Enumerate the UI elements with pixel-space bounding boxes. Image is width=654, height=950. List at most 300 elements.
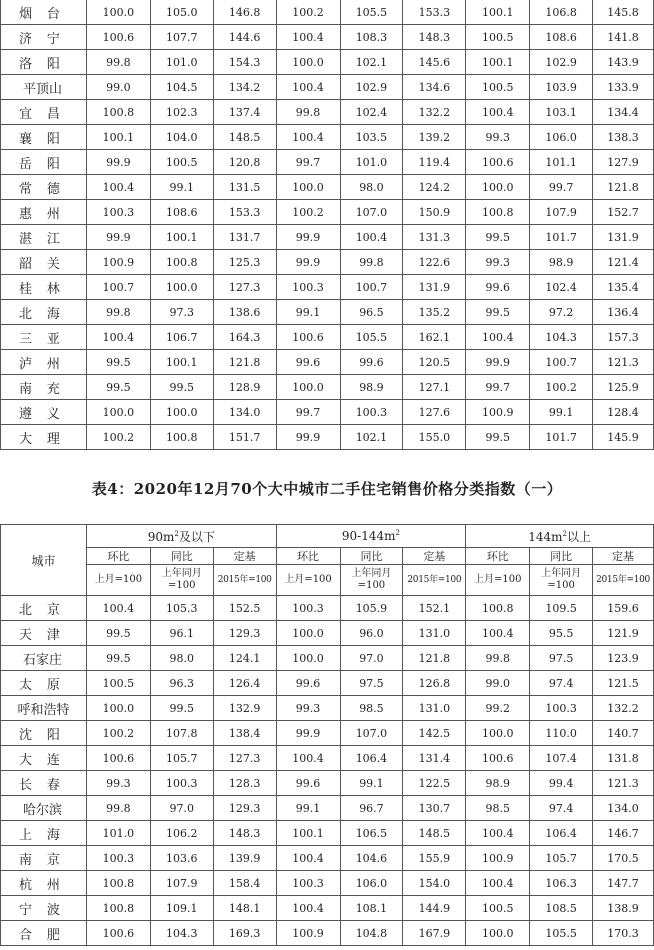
index-value-cell: 128.3 — [213, 771, 276, 796]
index-value-cell: 99.7 — [466, 375, 530, 400]
city-name-cell: 南 京 — [1, 846, 87, 871]
index-value-cell: 101.7 — [530, 225, 593, 250]
index-value-cell: 159.6 — [593, 596, 654, 621]
index-value-cell: 100.4 — [86, 325, 150, 350]
header-city: 城市 — [1, 525, 87, 596]
index-value-cell: 105.7 — [150, 746, 213, 771]
index-value-cell: 100.0 — [150, 275, 213, 300]
index-value-cell: 101.0 — [150, 50, 213, 75]
city-name-cell: 桂 林 — [1, 275, 87, 300]
index-value-cell: 121.5 — [593, 671, 654, 696]
index-value-cell: 102.4 — [340, 100, 403, 125]
index-value-cell: 100.1 — [466, 50, 530, 75]
index-value-cell: 96.1 — [150, 621, 213, 646]
index-value-cell: 100.4 — [466, 100, 530, 125]
index-value-cell: 106.4 — [530, 821, 593, 846]
city-name-cell: 北 京 — [1, 596, 87, 621]
table-row — [1, 821, 654, 846]
index-value-cell: 99.8 — [276, 100, 340, 125]
city-name-cell: 南 充 — [1, 375, 87, 400]
index-value-cell: 155.0 — [403, 425, 466, 450]
table-row — [1, 50, 654, 75]
index-value-cell: 98.9 — [466, 771, 530, 796]
index-value-cell: 100.7 — [86, 275, 150, 300]
header-sub-label: 定基 — [593, 548, 654, 565]
bottom-table-body — [1, 596, 654, 946]
index-value-cell: 132.2 — [403, 100, 466, 125]
index-value-cell: 100.2 — [276, 200, 340, 225]
index-value-cell: 102.4 — [530, 275, 593, 300]
index-value-cell: 120.8 — [213, 150, 276, 175]
index-value-cell: 100.6 — [86, 746, 150, 771]
index-value-cell: 102.9 — [530, 50, 593, 75]
header-base-label: 上月=100 — [86, 565, 150, 596]
index-value-cell: 107.8 — [150, 721, 213, 746]
index-value-cell: 100.0 — [276, 375, 340, 400]
index-value-cell: 100.5 — [466, 896, 530, 921]
table-row — [1, 300, 654, 325]
index-value-cell: 144.6 — [213, 25, 276, 50]
index-value-cell: 99.6 — [276, 350, 340, 375]
index-value-cell: 100.4 — [466, 871, 530, 896]
city-name-cell: 上 海 — [1, 821, 87, 846]
index-value-cell: 100.2 — [86, 425, 150, 450]
header-base-label: 2015年=100 — [593, 565, 654, 596]
city-name-cell: 杭 州 — [1, 871, 87, 896]
header-group-90-144: $90-144m^2$ — [276, 525, 466, 548]
index-value-cell: 99.9 — [86, 225, 150, 250]
index-value-cell: 99.3 — [466, 250, 530, 275]
city-name-cell: 宜 昌 — [1, 100, 87, 125]
index-value-cell: 96.3 — [150, 671, 213, 696]
index-value-cell: 103.5 — [340, 125, 403, 150]
index-value-cell: 100.7 — [340, 275, 403, 300]
top-data-table — [0, 0, 654, 450]
index-value-cell: 144.9 — [403, 896, 466, 921]
index-value-cell: 138.6 — [213, 300, 276, 325]
index-value-cell: 99.5 — [150, 375, 213, 400]
index-value-cell: 148.5 — [403, 821, 466, 846]
header-base-row — [1, 565, 654, 596]
city-name-cell: 石家庄 — [1, 646, 87, 671]
index-value-cell: 145.8 — [593, 0, 654, 25]
header-base-label: 2015年=100 — [213, 565, 276, 596]
city-name-cell: 泸 州 — [1, 350, 87, 375]
index-value-cell: 131.7 — [213, 225, 276, 250]
index-value-cell: 121.8 — [593, 175, 654, 200]
index-value-cell: 167.9 — [403, 921, 466, 946]
index-value-cell: 100.9 — [86, 250, 150, 275]
index-value-cell: 131.0 — [403, 621, 466, 646]
index-value-cell: 107.0 — [340, 721, 403, 746]
index-value-cell: 109.1 — [150, 896, 213, 921]
city-name-cell: 天 津 — [1, 621, 87, 646]
index-value-cell: 99.6 — [276, 671, 340, 696]
city-name-cell: 常 德 — [1, 175, 87, 200]
header-sub-label: 定基 — [213, 548, 276, 565]
bottom-data-table — [0, 524, 654, 946]
index-value-cell: 100.4 — [276, 746, 340, 771]
table-row — [1, 425, 654, 450]
index-value-cell: 99.1 — [340, 771, 403, 796]
index-value-cell: 129.3 — [213, 621, 276, 646]
city-name-cell: 大 连 — [1, 746, 87, 771]
city-name-cell: 太 原 — [1, 671, 87, 696]
index-value-cell: 100.4 — [276, 896, 340, 921]
index-value-cell: 104.0 — [150, 125, 213, 150]
index-value-cell: 100.9 — [466, 846, 530, 871]
index-value-cell: 134.0 — [593, 796, 654, 821]
index-value-cell: 138.3 — [593, 125, 654, 150]
index-value-cell: 131.3 — [403, 225, 466, 250]
index-value-cell: 99.9 — [276, 225, 340, 250]
index-value-cell: 100.8 — [86, 100, 150, 125]
city-name-cell: 呼和浩特 — [1, 696, 87, 721]
index-value-cell: 100.0 — [276, 50, 340, 75]
index-value-cell: 125.9 — [593, 375, 654, 400]
top-table-body — [1, 0, 654, 450]
index-value-cell: 99.7 — [276, 150, 340, 175]
table-row — [1, 671, 654, 696]
index-value-cell: 97.2 — [530, 300, 593, 325]
index-value-cell: 154.3 — [213, 50, 276, 75]
index-value-cell: 127.3 — [213, 746, 276, 771]
index-value-cell: 100.0 — [86, 400, 150, 425]
city-name-cell: 沈 阳 — [1, 721, 87, 746]
index-value-cell: 158.4 — [213, 871, 276, 896]
index-value-cell: 142.5 — [403, 721, 466, 746]
index-value-cell: 120.5 — [403, 350, 466, 375]
index-value-cell: 126.8 — [403, 671, 466, 696]
index-value-cell: 103.6 — [150, 846, 213, 871]
index-value-cell: 100.4 — [86, 175, 150, 200]
index-value-cell: 146.8 — [213, 0, 276, 25]
index-value-cell: 100.4 — [276, 25, 340, 50]
index-value-cell: 97.0 — [340, 646, 403, 671]
index-value-cell: 99.6 — [466, 275, 530, 300]
index-value-cell: 95.5 — [530, 621, 593, 646]
table-row — [1, 150, 654, 175]
index-value-cell: 99.4 — [530, 771, 593, 796]
index-value-cell: 99.9 — [86, 150, 150, 175]
index-value-cell: 126.4 — [213, 671, 276, 696]
index-value-cell: 100.3 — [276, 275, 340, 300]
index-value-cell: 145.9 — [593, 425, 654, 450]
index-value-cell: 108.3 — [340, 25, 403, 50]
index-value-cell: 105.3 — [150, 596, 213, 621]
index-value-cell: 151.7 — [213, 425, 276, 450]
index-value-cell: 132.2 — [593, 696, 654, 721]
index-value-cell: 119.4 — [403, 150, 466, 175]
index-value-cell: 100.0 — [466, 921, 530, 946]
index-value-cell: 121.9 — [593, 621, 654, 646]
index-value-cell: 153.3 — [403, 0, 466, 25]
header-sub-label: 定基 — [403, 548, 466, 565]
index-value-cell: 170.3 — [593, 921, 654, 946]
index-value-cell: 101.1 — [530, 150, 593, 175]
index-value-cell: 100.6 — [86, 921, 150, 946]
index-value-cell: 100.1 — [150, 225, 213, 250]
header-group-90-and-below: $90m^2$及以下 — [86, 525, 276, 548]
index-value-cell: 99.8 — [86, 300, 150, 325]
index-value-cell: 98.9 — [340, 375, 403, 400]
index-value-cell: 99.1 — [150, 175, 213, 200]
index-value-cell: 127.6 — [403, 400, 466, 425]
city-name-cell: 烟 台 — [1, 0, 87, 25]
header-sub-row — [1, 548, 654, 565]
index-value-cell: 123.9 — [593, 646, 654, 671]
index-value-cell: 100.8 — [86, 871, 150, 896]
index-value-cell: 107.9 — [530, 200, 593, 225]
index-value-cell: 99.5 — [466, 225, 530, 250]
index-value-cell: 100.1 — [86, 125, 150, 150]
index-value-cell: 133.9 — [593, 75, 654, 100]
index-value-cell: 147.7 — [593, 871, 654, 896]
city-name-cell: 三 亚 — [1, 325, 87, 350]
index-value-cell: 99.9 — [276, 721, 340, 746]
index-value-cell: 100.3 — [276, 871, 340, 896]
index-value-cell: 134.4 — [593, 100, 654, 125]
index-value-cell: 105.0 — [150, 0, 213, 25]
index-value-cell: 96.0 — [340, 621, 403, 646]
index-value-cell: 170.5 — [593, 846, 654, 871]
index-value-cell: 127.1 — [403, 375, 466, 400]
index-value-cell: 150.9 — [403, 200, 466, 225]
index-value-cell: 97.3 — [150, 300, 213, 325]
index-value-cell: 131.5 — [213, 175, 276, 200]
index-value-cell: 121.3 — [593, 350, 654, 375]
index-value-cell: 129.3 — [213, 796, 276, 821]
index-value-cell: 99.6 — [340, 350, 403, 375]
index-value-cell: 122.6 — [403, 250, 466, 275]
index-value-cell: 164.3 — [213, 325, 276, 350]
index-value-cell: 124.1 — [213, 646, 276, 671]
table-title: 表4：2020年12月70个大中城市二手住宅销售价格分类指数（一） — [91, 480, 563, 498]
index-value-cell: 99.6 — [276, 771, 340, 796]
index-value-cell: 162.1 — [403, 325, 466, 350]
index-value-cell: 100.2 — [86, 721, 150, 746]
index-value-cell: 99.1 — [530, 400, 593, 425]
index-value-cell: 99.5 — [86, 621, 150, 646]
city-name-cell: 宁 波 — [1, 896, 87, 921]
index-value-cell: 100.0 — [466, 175, 530, 200]
index-value-cell: 100.4 — [466, 621, 530, 646]
table-row — [1, 596, 654, 621]
city-name-cell: 济 宁 — [1, 25, 87, 50]
index-value-cell: 139.2 — [403, 125, 466, 150]
index-value-cell: 152.7 — [593, 200, 654, 225]
header-base-label: 上年同月 =100 — [530, 565, 593, 596]
index-value-cell: 99.0 — [86, 75, 150, 100]
index-value-cell: 100.8 — [150, 425, 213, 450]
index-value-cell: 100.2 — [530, 375, 593, 400]
index-value-cell: 154.0 — [403, 871, 466, 896]
index-value-cell: 106.3 — [530, 871, 593, 896]
index-value-cell: 99.7 — [276, 400, 340, 425]
index-value-cell: 100.4 — [466, 325, 530, 350]
index-value-cell: 100.1 — [276, 821, 340, 846]
index-value-cell: 106.8 — [530, 0, 593, 25]
index-value-cell: 99.9 — [276, 425, 340, 450]
index-value-cell: 121.8 — [403, 646, 466, 671]
index-value-cell: 99.9 — [466, 350, 530, 375]
index-value-cell: 99.9 — [276, 250, 340, 275]
index-value-cell: 100.4 — [86, 596, 150, 621]
index-value-cell: 102.1 — [340, 50, 403, 75]
index-value-cell: 100.5 — [466, 25, 530, 50]
city-name-cell: 哈尔滨 — [1, 796, 87, 821]
index-value-cell: 128.4 — [593, 400, 654, 425]
index-value-cell: 99.5 — [86, 646, 150, 671]
index-value-cell: 141.8 — [593, 25, 654, 50]
index-value-cell: 138.4 — [213, 721, 276, 746]
table-row — [1, 771, 654, 796]
table-row — [1, 0, 654, 25]
table-row — [1, 75, 654, 100]
index-value-cell: 104.5 — [150, 75, 213, 100]
city-name-cell: 惠 州 — [1, 200, 87, 225]
index-value-cell: 100.8 — [86, 896, 150, 921]
table-row — [1, 721, 654, 746]
index-value-cell: 134.2 — [213, 75, 276, 100]
index-value-cell: 105.5 — [340, 325, 403, 350]
index-value-cell: 100.2 — [276, 0, 340, 25]
index-value-cell: 100.3 — [530, 696, 593, 721]
index-value-cell: 145.6 — [403, 50, 466, 75]
index-value-cell: 100.1 — [466, 0, 530, 25]
index-value-cell: 135.2 — [403, 300, 466, 325]
table-row — [1, 100, 654, 125]
index-value-cell: 128.9 — [213, 375, 276, 400]
index-value-cell: 100.3 — [86, 846, 150, 871]
index-value-cell: 125.3 — [213, 250, 276, 275]
index-value-cell: 99.5 — [466, 425, 530, 450]
index-value-cell: 100.8 — [150, 250, 213, 275]
index-value-cell: 100.6 — [276, 325, 340, 350]
index-value-cell: 96.5 — [340, 300, 403, 325]
city-name-cell: 大 理 — [1, 425, 87, 450]
index-value-cell: 100.0 — [466, 721, 530, 746]
header-base-label: 上年同月 =100 — [340, 565, 403, 596]
table-row — [1, 621, 654, 646]
index-value-cell: 103.9 — [530, 75, 593, 100]
index-value-cell: 107.4 — [530, 746, 593, 771]
index-value-cell: 131.9 — [403, 275, 466, 300]
index-value-cell: 140.7 — [593, 721, 654, 746]
table-row — [1, 746, 654, 771]
header-sub-label: 环比 — [86, 548, 150, 565]
index-value-cell: 109.5 — [530, 596, 593, 621]
index-value-cell: 104.3 — [530, 325, 593, 350]
index-value-cell: 148.1 — [213, 896, 276, 921]
index-value-cell: 99.2 — [466, 696, 530, 721]
table-row — [1, 696, 654, 721]
index-value-cell: 99.8 — [86, 796, 150, 821]
table-row — [1, 225, 654, 250]
header-sub-label: 环比 — [466, 548, 530, 565]
header-base-label: 2015年=100 — [403, 565, 466, 596]
index-value-cell: 100.4 — [466, 821, 530, 846]
table-row — [1, 796, 654, 821]
city-name-cell: 韶 关 — [1, 250, 87, 275]
header-sub-label: 同比 — [150, 548, 213, 565]
index-value-cell: 100.0 — [86, 696, 150, 721]
table-row — [1, 375, 654, 400]
index-value-cell: 108.6 — [530, 25, 593, 50]
table-row — [1, 921, 654, 946]
index-value-cell: 106.7 — [150, 325, 213, 350]
index-value-cell: 127.3 — [213, 275, 276, 300]
index-value-cell: 106.2 — [150, 821, 213, 846]
index-value-cell: 130.7 — [403, 796, 466, 821]
header-sub-label: 同比 — [530, 548, 593, 565]
index-value-cell: 106.4 — [340, 746, 403, 771]
table-row — [1, 400, 654, 425]
index-value-cell: 101.7 — [530, 425, 593, 450]
index-value-cell: 102.9 — [340, 75, 403, 100]
index-value-cell: 152.5 — [213, 596, 276, 621]
index-value-cell: 136.4 — [593, 300, 654, 325]
city-name-cell: 襄 阳 — [1, 125, 87, 150]
index-value-cell: 108.5 — [530, 896, 593, 921]
index-value-cell: 105.7 — [530, 846, 593, 871]
index-value-cell: 100.4 — [276, 75, 340, 100]
index-value-cell: 153.3 — [213, 200, 276, 225]
table-row — [1, 846, 654, 871]
index-value-cell: 100.0 — [276, 646, 340, 671]
index-value-cell: 110.0 — [530, 721, 593, 746]
index-value-cell: 121.3 — [593, 771, 654, 796]
index-value-cell: 100.6 — [86, 25, 150, 50]
index-value-cell: 99.8 — [340, 250, 403, 275]
index-value-cell: 138.9 — [593, 896, 654, 921]
index-value-cell: 98.5 — [466, 796, 530, 821]
index-value-cell: 137.4 — [213, 100, 276, 125]
header-base-label: 上月=100 — [466, 565, 530, 596]
index-value-cell: 96.7 — [340, 796, 403, 821]
index-value-cell: 148.3 — [403, 25, 466, 50]
index-value-cell: 100.4 — [276, 125, 340, 150]
index-value-cell: 102.3 — [150, 100, 213, 125]
index-value-cell: 100.5 — [466, 75, 530, 100]
table-row — [1, 175, 654, 200]
index-value-cell: 106.5 — [340, 821, 403, 846]
index-value-cell: 98.0 — [340, 175, 403, 200]
table-row — [1, 350, 654, 375]
header-sub-label: 环比 — [276, 548, 340, 565]
index-value-cell: 98.9 — [530, 250, 593, 275]
index-value-cell: 97.5 — [340, 671, 403, 696]
index-value-cell: 99.5 — [150, 696, 213, 721]
index-value-cell: 100.5 — [150, 150, 213, 175]
index-value-cell: 105.9 — [340, 596, 403, 621]
city-name-cell: 平顶山 — [1, 75, 87, 100]
index-value-cell: 99.5 — [86, 375, 150, 400]
index-value-cell: 131.9 — [593, 225, 654, 250]
index-value-cell: 99.3 — [466, 125, 530, 150]
index-value-cell: 132.9 — [213, 696, 276, 721]
header-base-label: 上月=100 — [276, 565, 340, 596]
city-name-cell: 岳 阳 — [1, 150, 87, 175]
city-name-cell: 北 海 — [1, 300, 87, 325]
index-value-cell: 121.8 — [213, 350, 276, 375]
table-row — [1, 125, 654, 150]
index-value-cell: 100.6 — [466, 746, 530, 771]
index-value-cell: 139.9 — [213, 846, 276, 871]
index-value-cell: 100.9 — [466, 400, 530, 425]
table-row — [1, 250, 654, 275]
index-value-cell: 99.7 — [530, 175, 593, 200]
